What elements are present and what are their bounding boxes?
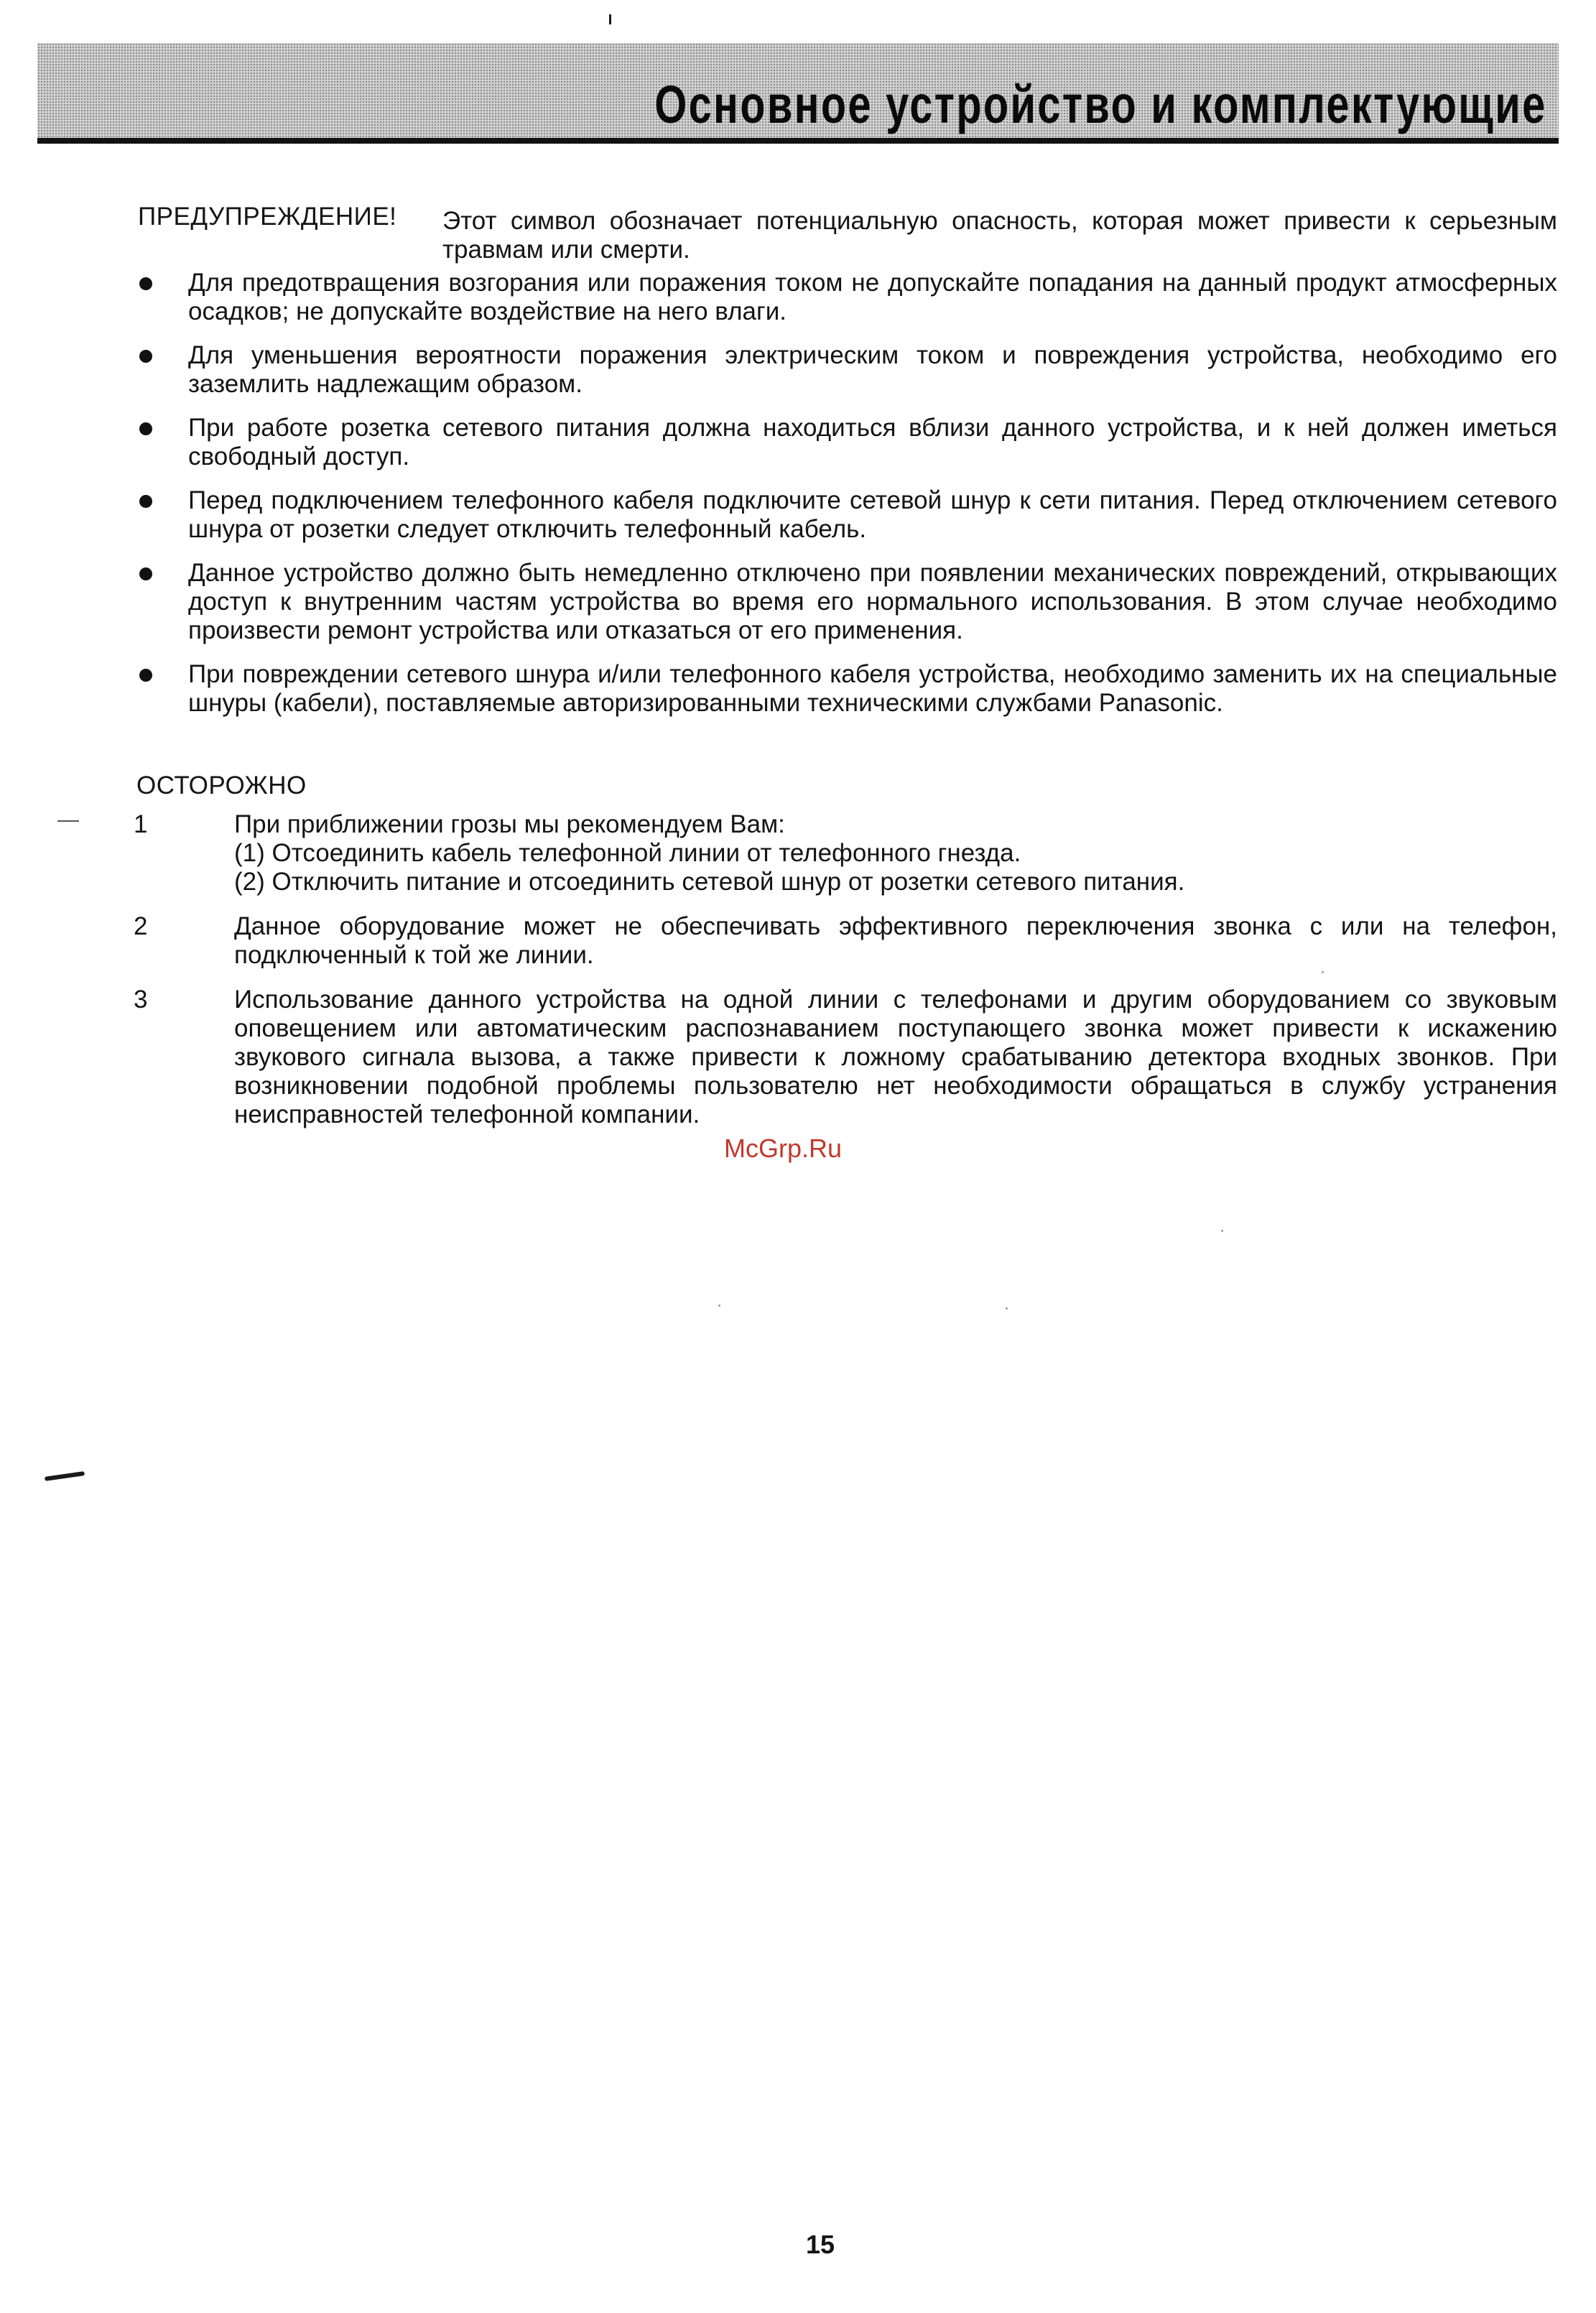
caution-number: 3 <box>134 986 148 1014</box>
section-header-banner <box>37 43 1559 141</box>
section-title: Основное устройство и комплектующие <box>654 75 1547 134</box>
header-divider <box>37 138 1559 144</box>
caution-item <box>134 986 1557 1129</box>
scan-speck <box>1221 1230 1223 1232</box>
scan-artifact <box>609 14 611 24</box>
bullet-text: Данное устройство должно быть немедленно отключено при появлении механических повреждений, открывающих доступ к внутренним частям устройства во время его нормального использования. В этом случае необходимо произвести ремонт устройства или отказаться от его применения. <box>188 559 1557 644</box>
warning-label: ПРЕДУПРЕЖДЕНИЕ! <box>138 203 397 231</box>
caution-text: Использование данного устройства на одной линии с телефонами и другим оборудованием со звуковым оповещением или автоматическим распознаванием поступающего звонка может привести к искажению звукового сигнала вызова, а также привести к ложному срабатыванию детектора входных звонков. При возникновении подобной проблемы пользователю нет необходимости обращаться в службу устранения неисправностей телефонной компании. <box>234 986 1557 1128</box>
warning-bullet-list <box>138 269 1557 733</box>
caution-number: 2 <box>134 912 148 940</box>
bullet-item <box>138 559 1557 645</box>
caution-item <box>134 912 1557 970</box>
bullet-dot-icon <box>139 495 152 508</box>
bullet-dot-icon <box>139 277 152 290</box>
bullet-dot-icon <box>139 422 152 435</box>
caution-text: При приближении грозы мы рекомендуем Вам: <box>234 810 785 838</box>
scan-speck <box>1006 1307 1008 1310</box>
caution-subitem: (1) Отсоединить кабель телефонной линии от телефонного гнезда. <box>234 839 1021 867</box>
watermark-link[interactable]: McGrp.Ru <box>724 1134 843 1163</box>
scan-artifact <box>45 1471 85 1481</box>
bullet-text: Для уменьшения вероятности поражения электрическим током и повреждения устройства, необходимо его заземлить надлежащим образом. <box>188 341 1557 398</box>
bullet-item <box>138 660 1557 718</box>
caution-subitem: (2) Отключить питание и отсоединить сетевой шнур от розетки сетевого питания. <box>234 868 1185 896</box>
bullet-item <box>138 269 1557 326</box>
bullet-text: Для предотвращения возгорания или поражения током не допускайте попадания на данный продукт атмосферных осадков; не допускайте воздействие на него влаги. <box>188 269 1557 325</box>
bullet-item <box>138 414 1557 471</box>
caution-heading: ОСТОРОЖНО <box>136 771 307 799</box>
bullet-text: Перед подключением телефонного кабеля подключите сетевой шнур к сети питания. Перед отключением сетевого шнура от розетки следует отключить телефонный кабель. <box>188 486 1557 543</box>
bullet-dot-icon <box>139 567 152 580</box>
bullet-text: При работе розетка сетевого питания должна находиться вблизи данного устройства, и к ней должен иметься свободный доступ. <box>188 414 1557 471</box>
caution-number: 1 <box>134 810 148 838</box>
bullet-item <box>138 486 1557 544</box>
bullet-dot-icon <box>139 350 152 363</box>
bullet-dot-icon <box>139 669 152 682</box>
bullet-text: При повреждении сетевого шнура и/или телефонного кабеля устройства, необходимо заменить их на специальные шнуры (кабели), поставляемые авторизированными техническими службами Panasonic. <box>188 660 1557 717</box>
scan-speck <box>718 1304 720 1307</box>
caution-item <box>134 810 1557 896</box>
warning-text: Этот символ обозначает потенциальную опасность, которая может привести к серьезным травмам или смерти. <box>442 207 1557 264</box>
scan-artifact <box>57 820 79 822</box>
caution-list <box>134 810 1557 1145</box>
bullet-item <box>138 341 1557 399</box>
caution-text: Данное оборудование может не обеспечивать эффективного переключения звонка с или на телефон, подключенный к той же линии. <box>234 912 1557 969</box>
page-number: 15 <box>806 2230 835 2259</box>
scan-speck <box>1322 971 1324 973</box>
